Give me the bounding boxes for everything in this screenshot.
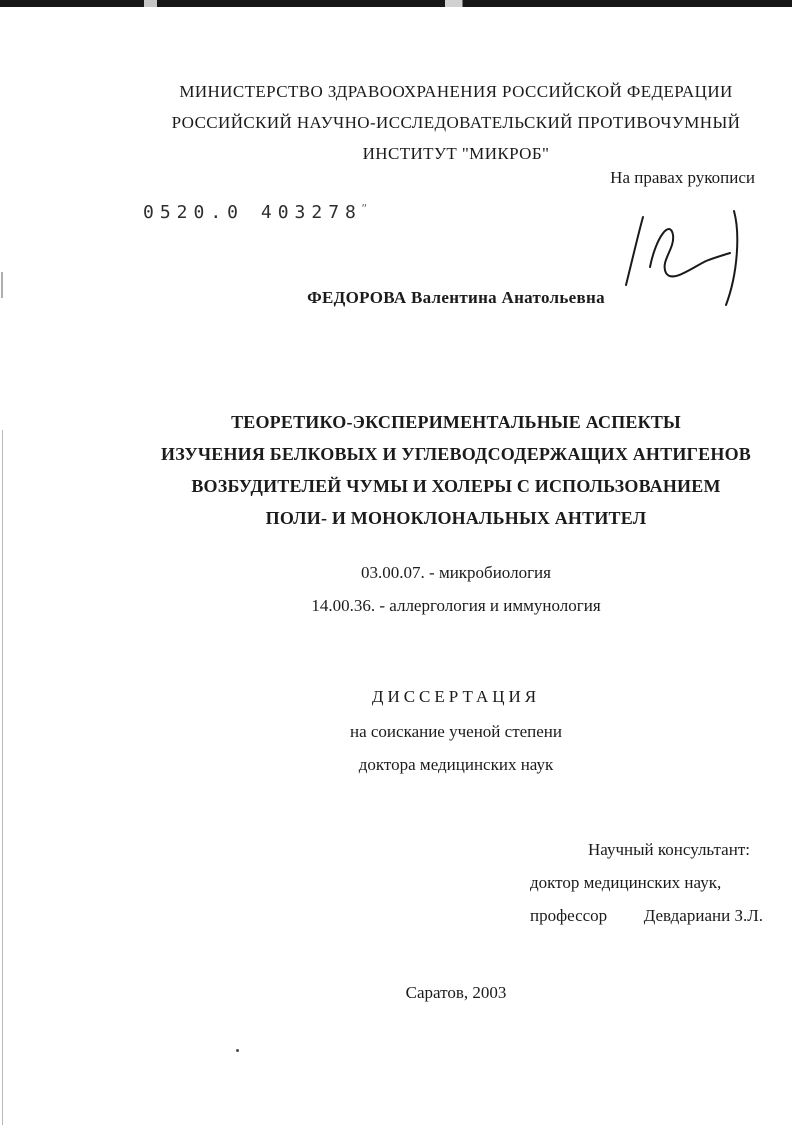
- dissertation-heading: ДИССЕРТАЦИЯ: [371, 687, 541, 706]
- consultant-name: Девдариани З.Л.: [643, 906, 763, 925]
- institute-header-line: РОССИЙСКИЙ НАУЧНО-ИССЛЕДОВАТЕЛЬСКИЙ ПРОТИВОЧУМНЫЙ: [171, 113, 741, 132]
- specialty-line-allergology: 14.00.36. - аллергология и иммунология: [311, 596, 601, 615]
- institute-name-line: ИНСТИТУТ "МИКРОБ": [362, 144, 550, 163]
- scan-speck-dot: [236, 1049, 239, 1052]
- degree-name-line: доктора медицинских наук: [358, 755, 554, 774]
- consultant-label: Научный консультант:: [588, 840, 750, 859]
- consultant-name-row: [530, 899, 763, 932]
- specialty-line-microbiology: 03.00.07. - микробиология: [361, 563, 551, 582]
- stamp-tick-mark: ʺ: [361, 201, 368, 215]
- specialty-codes: [120, 556, 792, 622]
- author-name: ФЕДОРОВА Валентина Анатольевна: [307, 288, 605, 307]
- degree-pursuit-line: на соискание ученой степени: [349, 722, 563, 741]
- consultant-role: профессор: [530, 906, 608, 925]
- title-line: ИЗУЧЕНИЯ БЕЛКОВЫХ И УГЛЕВОДСОДЕРЖАЩИХ АНТИГЕНОВ: [161, 444, 751, 464]
- left-scan-artifact-line: [1, 272, 3, 298]
- consultant-degree-line: доктор медицинских наук,: [530, 873, 722, 892]
- dissertation-title: [120, 406, 792, 534]
- title-line: ТЕОРЕТИКО-ЭКСПЕРИМЕНТАЛЬНЫЕ АСПЕКТЫ: [231, 412, 681, 432]
- top-scan-edge-bar: [0, 0, 792, 7]
- scientific-consultant-block: [530, 833, 763, 932]
- left-scan-artifact-line: [2, 430, 3, 1125]
- dissertation-statement: [120, 680, 792, 781]
- title-line: ПОЛИ- И МОНОКЛОНАЛЬНЫХ АНТИТЕЛ: [265, 508, 647, 528]
- title-line: ВОЗБУДИТЕЛЕЙ ЧУМЫ И ХОЛЕРЫ С ИСПОЛЬЗОВАНИЕМ: [191, 476, 721, 496]
- stamp-number-text: 0520.0 403278: [143, 202, 362, 223]
- manuscript-rights-note: На правах рукописи: [610, 168, 755, 187]
- ministry-header: [120, 76, 792, 169]
- registration-stamp-number: [143, 201, 367, 223]
- ministry-header-line: МИНИСТЕРСТВО ЗДРАВООХРАНЕНИЯ РОССИЙСКОЙ ФЕДЕРАЦИИ: [179, 82, 733, 101]
- city-year-line: Саратов, 2003: [405, 983, 507, 1002]
